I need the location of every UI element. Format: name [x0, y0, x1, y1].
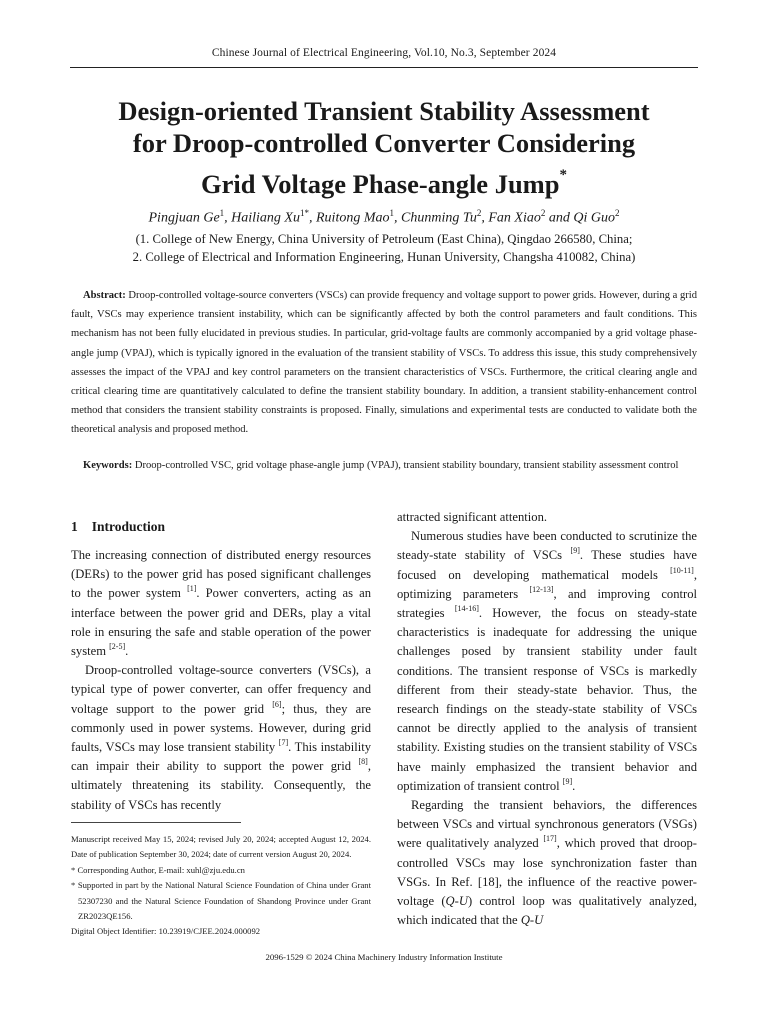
citation-ref: [8] — [358, 757, 368, 767]
page-footer: 2096-1529 © 2024 China Machinery Industry Information Institute — [265, 952, 503, 962]
section-number: 1 — [71, 519, 78, 534]
author-affiliation-mark: 1 — [389, 208, 394, 218]
author-name: Fan Xiao — [488, 210, 541, 226]
italic-symbol: Q — [520, 913, 530, 928]
section-heading — [71, 519, 165, 535]
keywords-text: Droop-controlled VSC, grid voltage phase-angle jump (VPAJ), transient stability boundary, transient stability assessment control — [134, 460, 679, 471]
footnote-received: Manuscript received May 15, 2024; revised July 20, 2024; accepted August 12, 2024. Date of publication September 30, 2024; date of current version August 20, 2024. — [71, 834, 371, 860]
citation-ref: [9] — [570, 546, 580, 556]
footnotes — [71, 832, 371, 940]
citation-ref: [9] — [562, 776, 573, 786]
author-affiliation-mark: 1* — [300, 208, 309, 218]
title-line-3: Grid Voltage Phase-angle Jump — [200, 169, 560, 199]
abstract-text: Droop-controlled voltage-source converters (VSCs) can provide frequency and voltage support to power grids. However, during a grid fault, VSCs may experience transient instability, which can be significantly affected by both the control parameters and fault conditions. This mechanism has not been fully elucidated in previous studies. In particular, grid-voltage faults are commonly accompanied by a grid voltage phase-angle jump (VPAJ), which is typically ignored in the evaluation of the transient stability of VSCs. To address this issue, this study comprehensively assesses the impact of the VPAJ and key control parameters on the transient characteristics of VSCs. Furthermore, the critical clearing angle and critical clearing time are quantitatively calculated to define the transient stability boundary. In addition, a transient stability-enhancement control method that considers the transient stability constraints is proposed. Finally, simulations and experimental tests are conducted to validate both the theoretical analysis and proposed method. — [71, 290, 697, 436]
title-footnote-mark: * — [559, 167, 567, 183]
footnote-support: * Supported in part by the National Natural Science Foundation of China under Grant 52307230 and the Natural Science Foundation of Shandong Province under Grant ZR2023QE156. — [71, 880, 371, 922]
title-line-1: Design-oriented Transient Stability Assessment — [118, 96, 650, 126]
author-list: Pingjuan Ge$^1$, Hailiang $Xu^{1*}$, Ruitong Mao$^1$, Chunming Tu$^2$, Fan Xiao$^2$ and Qi Guo$^2$ — [148, 208, 620, 226]
journal-header: Chinese Journal of Electrical Engineering, Vol.10, No.3, September 2024 — [211, 47, 557, 59]
author-affiliation-mark: 1 — [219, 208, 225, 218]
author-affiliation-mark: 2 — [540, 208, 546, 218]
author-name: Qi Guo — [573, 210, 615, 226]
title-line-2: for Droop-controlled Converter Considering — [132, 128, 636, 158]
paragraph-2-continued: attracted significant attention. — [397, 510, 548, 524]
author-name: Chunming Tu — [401, 210, 477, 226]
author-affiliation-mark: 2 — [476, 208, 482, 218]
keywords-label: Keywords: — [83, 460, 133, 471]
affiliation-2: 2. College of Electrical and Information Engineering, Hunan University, Changsha 410082, China) — [132, 250, 636, 264]
citation-ref: [12-13] — [529, 584, 554, 594]
citation-ref: [7] — [278, 738, 289, 748]
paragraph-2: Droop-controlled voltage-source converters (VSCs), a typical type of power converter, can offer frequency and voltage support to the power grid [6]; thus, they are commonly used in power systems. However, during grid faults, VSCs may lose transient stability [7]. This instability can impair their ability to support the power grid [8], ultimately threatening its stability. Consequently, the stability of VSCs has recently — [71, 663, 372, 812]
abstract — [71, 286, 697, 440]
abstract-label: Abstract: — [83, 290, 126, 301]
author-name: Pingjuan Ge — [148, 210, 220, 226]
italic-symbol: U — [534, 913, 544, 928]
paragraph-1: The increasing connection of distributed energy resources (DERs) to the power grid has posed significant challenges to the power system [1]. Power converters, acting as an interface between the power grid and DERs, play a vital role in ensuring the safe and stable operation of the power system [2-5]. — [71, 548, 371, 659]
header-rule — [70, 67, 698, 68]
citation-ref: [14-16] — [454, 604, 479, 614]
citation-ref: [6] — [272, 699, 282, 709]
section-title: Introduction — [91, 519, 166, 534]
footnote-rule — [71, 822, 241, 823]
italic-symbol: U — [458, 894, 468, 909]
keywords — [71, 456, 697, 475]
paragraph-3: Numerous studies have been conducted to scrutinize the steady-state stability of VSCs [9]. These studies have focused on developing mathematical models [10-11], optimizing parameters [12-13], and improving control strategies [14-16]. However, the focus on steady-state characteristics is inadequate for addressing the unique challenges posed by transient stability under fault conditions. The transient response of VSCs is markedly different from their steady-state behavior. Thus, the research findings on the steady-state stability of VSCs cannot be directly applied to the analysis of transient stability. Existing studies on the transient stability of VSCs have mainly emphasized the transient behavior and optimization of transient control [9]. — [397, 529, 698, 793]
affiliation-1: (1. College of New Energy, China University of Petroleum (East China), Qingdao 266580, China; — [135, 232, 633, 246]
citation-ref: [17] — [543, 834, 557, 844]
left-column — [71, 546, 371, 815]
paper-title — [60, 95, 708, 200]
author-name: Hailiang Xu — [231, 210, 300, 226]
citation-ref: [2-5] — [109, 642, 126, 652]
citation-ref: [1] — [187, 584, 197, 594]
paragraph-4: Regarding the transient behaviors, the differences between VSCs and virtual synchronous generators (VSGs) were qualitatively analyzed [17], which proved that droop-controlled VSCs may lose synchronization faster than VSGs. In Ref. [18], the influence of the reactive power-voltage (Q-U) control loop was qualitatively analyzed, which indicated that the Q-U — [397, 798, 697, 928]
author-affiliation-mark: 2 — [614, 208, 620, 218]
citation-ref: [10-11] — [670, 565, 694, 575]
footnote-corresponding: * Corresponding Author, E-mail: xuhl@zju.edu.cn — [71, 864, 245, 875]
right-column — [397, 508, 697, 930]
italic-symbol: Q — [445, 894, 455, 909]
author-name: Ruitong Mao — [316, 210, 390, 226]
footnote-doi: Digital Object Identifier: 10.23919/CJEE.2024.000092 — [71, 926, 261, 937]
